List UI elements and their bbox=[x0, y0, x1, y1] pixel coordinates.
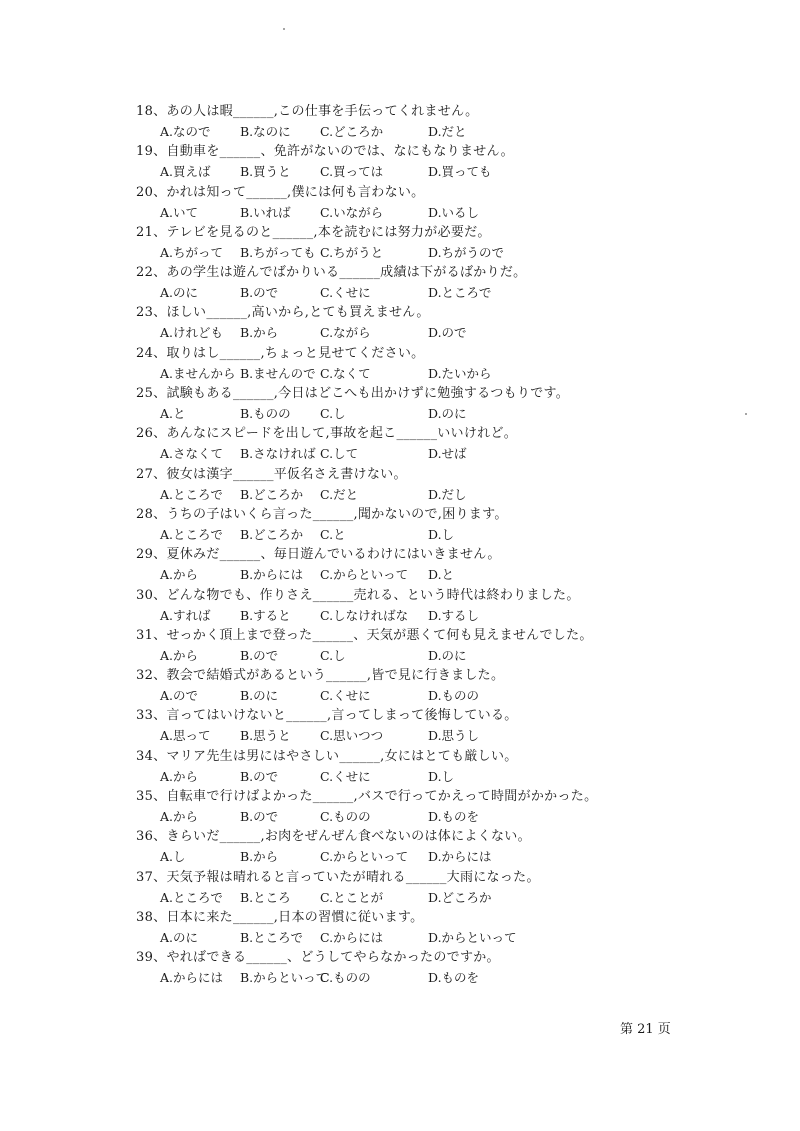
answer-option: A.ところで bbox=[160, 526, 223, 542]
answer-option: B.から bbox=[240, 849, 279, 865]
question-item bbox=[136, 263, 776, 303]
question-item bbox=[136, 344, 776, 384]
answer-option: D.ものの bbox=[428, 688, 480, 704]
answer-option: A.から bbox=[160, 647, 199, 663]
answer-option: A.から bbox=[160, 768, 199, 784]
answer-option: B.から bbox=[240, 325, 279, 341]
answer-option: C.いながら bbox=[320, 204, 384, 220]
answer-option: D.だと bbox=[428, 124, 467, 139]
option-row bbox=[160, 565, 776, 585]
answer-option: C.だと bbox=[320, 486, 359, 502]
question-stem: 26、あんなにスピードを出して,事故を起こ______いいけれど。 bbox=[136, 426, 518, 442]
answer-option: C.とことが bbox=[320, 889, 384, 905]
answer-option: B.ので bbox=[240, 768, 279, 784]
answer-option: C.どころか bbox=[320, 124, 384, 139]
question-stem: 24、取りはし______,ちょっと見せてください。 bbox=[136, 345, 425, 361]
option-row bbox=[160, 767, 776, 787]
answer-option: D.ので bbox=[428, 325, 467, 341]
answer-option: D.ものを bbox=[428, 970, 480, 986]
question-stem: 18、あの人は暇______,この仕事を手伝ってくれません。 bbox=[136, 104, 479, 119]
answer-option: C.ながら bbox=[320, 325, 371, 341]
answer-option: C.ちがうと bbox=[320, 244, 384, 260]
question-stem: 21、テレビを見るのと______,本を読むには努力が必要だ。 bbox=[136, 224, 491, 240]
answer-option: A.と bbox=[160, 406, 186, 422]
answer-option: A.すれば bbox=[160, 607, 211, 623]
option-row bbox=[160, 686, 776, 706]
answer-option: D.せば bbox=[428, 446, 467, 462]
question-item bbox=[136, 747, 776, 787]
option-row bbox=[160, 726, 776, 746]
answer-option: D.どころか bbox=[428, 889, 492, 905]
question-stem: 30、どんな物でも、作りさえ______売れる、という時代は終わりました。 bbox=[136, 587, 580, 603]
answer-option: C.して bbox=[320, 446, 359, 462]
answer-option: A.ので bbox=[160, 688, 199, 704]
option-row bbox=[160, 606, 776, 626]
answer-option: B.ところで bbox=[240, 929, 304, 945]
option-row bbox=[160, 888, 776, 908]
question-item bbox=[136, 384, 776, 424]
answer-option: C.と bbox=[320, 526, 346, 542]
question-stem: 38、日本に来た______,日本の習慣に従います。 bbox=[136, 909, 424, 925]
answer-option: B.のに bbox=[240, 688, 279, 704]
question-item bbox=[136, 545, 776, 585]
answer-option: D.のに bbox=[428, 647, 467, 663]
answer-option: D.からといって bbox=[428, 929, 517, 945]
answer-option: A.からには bbox=[160, 970, 224, 986]
answer-option: B.からといって bbox=[240, 970, 329, 986]
answer-option: A.けれども bbox=[160, 325, 224, 341]
answer-option: D.し bbox=[428, 768, 455, 784]
answer-option: B.さなければ bbox=[240, 446, 316, 462]
question-stem: 31、せっかく頂上まで登った______、天気が悪くて何も見えませんでした。 bbox=[136, 627, 593, 643]
question-item bbox=[136, 908, 776, 948]
answer-option: A.のに bbox=[160, 929, 199, 945]
question-item bbox=[136, 465, 776, 505]
answer-option: D.だし bbox=[428, 486, 467, 502]
question-item bbox=[136, 142, 776, 182]
option-row bbox=[160, 646, 776, 666]
option-row bbox=[160, 847, 776, 867]
question-stem: 36、きらいだ______,お肉をぜんぜん食べないのは体によくない。 bbox=[136, 829, 531, 845]
answer-option: A.いて bbox=[160, 204, 199, 220]
option-row bbox=[160, 444, 776, 464]
question-item bbox=[136, 666, 776, 706]
answer-option: B.ませんので bbox=[240, 365, 316, 381]
question-stem: 35、自転車で行けばよかった______,バスで行ってかえって時間がかかった。 bbox=[136, 789, 598, 805]
question-stem: 25、試験もある______,今日はどこへも出かけずに勉強するつもりです。 bbox=[136, 386, 570, 402]
answer-option: A.買えば bbox=[160, 164, 211, 180]
question-stem: 28、うちの子はいくら言った______,聞かないので,困ります。 bbox=[136, 506, 508, 522]
answer-option: B.ので bbox=[240, 647, 279, 663]
option-row bbox=[160, 162, 776, 182]
question-item bbox=[136, 827, 776, 867]
answer-option: A.から bbox=[160, 809, 199, 825]
answer-option: A.から bbox=[160, 567, 199, 583]
option-row bbox=[160, 364, 776, 384]
answer-option: A.思って bbox=[160, 728, 211, 744]
answer-option: D.ところで bbox=[428, 285, 492, 301]
option-row bbox=[160, 928, 776, 948]
question-stem: 19、自動車を______、免許がないのでは、なにもなりません。 bbox=[136, 144, 514, 160]
option-row bbox=[160, 323, 776, 343]
question-stem: 39、やればできる______、どうしてやらなかったのですか。 bbox=[136, 950, 500, 966]
answer-option: D.たいから bbox=[428, 365, 492, 381]
answer-option: D.するし bbox=[428, 607, 480, 623]
question-item bbox=[136, 787, 776, 827]
question-item bbox=[136, 626, 776, 666]
answer-option: C.なくて bbox=[320, 365, 371, 381]
answer-option: C.からには bbox=[320, 929, 384, 945]
answer-option: C.思いつつ bbox=[320, 728, 384, 744]
answer-option: D.ちがうので bbox=[428, 244, 505, 260]
answer-option: B.すると bbox=[240, 607, 291, 623]
answer-option: D.し bbox=[428, 526, 455, 542]
answer-option: A.なので bbox=[160, 124, 211, 139]
answer-option: C.買っては bbox=[320, 164, 384, 180]
question-stem: 33、言ってはいけないと______,言ってしまって後悔している。 bbox=[136, 708, 518, 724]
option-row bbox=[160, 404, 776, 424]
answer-option: C.くせに bbox=[320, 285, 371, 301]
question-item bbox=[136, 303, 776, 343]
option-row bbox=[160, 122, 776, 142]
answer-option: B.ので bbox=[240, 809, 279, 825]
answer-option: A.さなくて bbox=[160, 446, 224, 462]
option-row bbox=[160, 243, 776, 263]
question-item bbox=[136, 424, 776, 464]
question-stem: 34、マリア先生は男にはやさしい______,女にはとても厳しい。 bbox=[136, 748, 518, 764]
answer-option: A.ところで bbox=[160, 889, 223, 905]
question-stem: 27、彼女は漢字______平仮名さえ書けない。 bbox=[136, 466, 407, 482]
answer-option: A.し bbox=[160, 849, 186, 865]
answer-option: A.ませんから bbox=[160, 365, 236, 381]
question-stem: 23、ほしい______,高いから,とても買えません。 bbox=[136, 305, 430, 321]
answer-option: D.からには bbox=[428, 849, 492, 865]
option-row bbox=[160, 968, 776, 988]
option-row bbox=[160, 203, 776, 223]
question-stem: 37、天気予報は晴れると言っていたが晴れる______大雨になった。 bbox=[136, 869, 540, 885]
answer-option: B.どころか bbox=[240, 486, 304, 502]
answer-option: D.いるし bbox=[428, 204, 480, 220]
answer-option: B.ので bbox=[240, 285, 279, 301]
scan-speck bbox=[283, 28, 285, 30]
answer-option: B.思うと bbox=[240, 728, 291, 744]
answer-option: C.ものの bbox=[320, 809, 371, 825]
answer-option: B.からには bbox=[240, 567, 304, 583]
question-item bbox=[136, 586, 776, 626]
answer-option: D.と bbox=[428, 567, 455, 583]
option-row bbox=[160, 807, 776, 827]
option-row bbox=[160, 485, 776, 505]
answer-option: A.のに bbox=[160, 285, 199, 301]
question-item bbox=[136, 706, 776, 746]
page-number: 第 21 页 bbox=[620, 1022, 671, 1037]
answer-option: B.いれば bbox=[240, 204, 291, 220]
question-stem: 20、かれは知って______,僕には何も言わない。 bbox=[136, 184, 425, 200]
answer-option: A.ところで bbox=[160, 486, 223, 502]
answer-option: B.買うと bbox=[240, 164, 291, 180]
answer-option: B.どころか bbox=[240, 526, 304, 542]
answer-option: C.し bbox=[320, 406, 346, 422]
question-list bbox=[136, 102, 776, 989]
answer-option: C.くせに bbox=[320, 688, 371, 704]
answer-option: C.し bbox=[320, 647, 346, 663]
question-item bbox=[136, 505, 776, 545]
question-stem: 29、夏休みだ______、毎日遊んでいるわけにはいきません。 bbox=[136, 547, 501, 563]
question-item bbox=[136, 223, 776, 263]
answer-option: C.ものの bbox=[320, 970, 371, 986]
answer-option: A.ちがって bbox=[160, 244, 224, 260]
question-item bbox=[136, 948, 776, 988]
answer-option: B.なのに bbox=[240, 124, 291, 139]
question-item bbox=[136, 102, 776, 142]
answer-option: B.ところ bbox=[240, 889, 291, 905]
option-row bbox=[160, 283, 776, 303]
answer-option: D.ものを bbox=[428, 809, 480, 825]
answer-option: D.思うし bbox=[428, 728, 480, 744]
answer-option: C.しなければな bbox=[320, 607, 409, 623]
answer-option: B.ものの bbox=[240, 406, 291, 422]
answer-option: C.くせに bbox=[320, 768, 371, 784]
question-stem: 22、あの学生は遊んでばかりいる______成績は下がるばかりだ。 bbox=[136, 265, 527, 281]
answer-option: D.買っても bbox=[428, 164, 492, 180]
question-item bbox=[136, 868, 776, 908]
question-item bbox=[136, 183, 776, 223]
option-row bbox=[160, 525, 776, 545]
answer-option: D.のに bbox=[428, 406, 467, 422]
answer-option: B.ちがっても bbox=[240, 244, 316, 260]
question-stem: 32、教会で結婚式があるという______,皆で見に行きました。 bbox=[136, 668, 505, 684]
answer-option: C.からといって bbox=[320, 567, 409, 583]
answer-option: C.からといって bbox=[320, 849, 409, 865]
